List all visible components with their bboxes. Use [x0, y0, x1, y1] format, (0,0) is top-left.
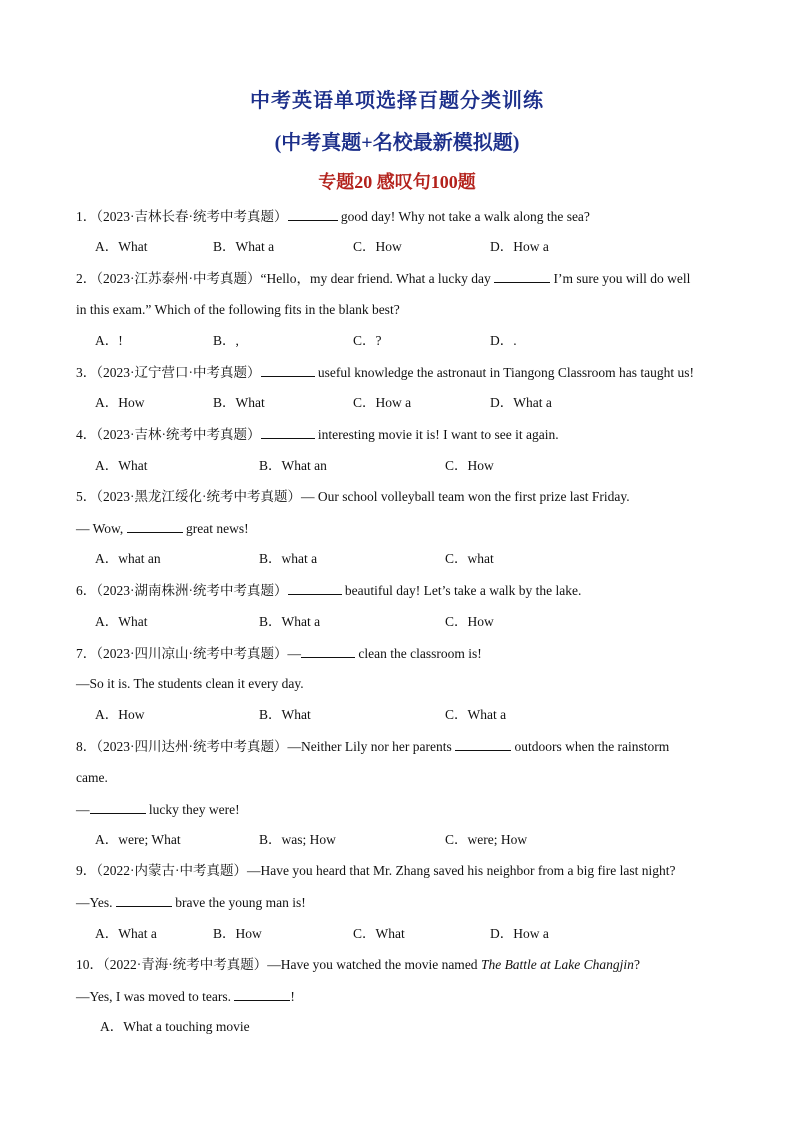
- question-5-stem: 5．（2023·黑龙江绥化·统考中考真题）— Our school volleyball team won the first prize last Friday.: [76, 489, 630, 504]
- question-2-stem: 2．（2023·江苏泰州·中考真题）“Hello，my dear friend. What a lucky day I’m sure you will do well: [76, 271, 691, 286]
- question-2-option-d: D．.: [490, 333, 517, 348]
- doc-title: 中考英语单项选择百题分类训练: [250, 90, 544, 112]
- question-7-option-c: C．What a: [445, 707, 507, 722]
- question-8-stem-cont-2: — lucky they were!: [76, 802, 240, 817]
- question-10-stem-cont: —Yes, I was moved to tears. !: [76, 989, 295, 1004]
- question-9-option-b: B．How: [213, 926, 262, 941]
- answer-blank: [288, 581, 342, 595]
- question-9-option-a: A．What a: [95, 926, 157, 941]
- question-1-option-d: D．How a: [490, 239, 549, 254]
- question-7-option-a: A．How: [95, 707, 145, 722]
- answer-blank: [90, 800, 146, 814]
- question-2-option-a: A．!: [95, 333, 123, 348]
- question-6-stem: 6．（2023·湖南株洲·统考中考真题） beautiful day! Let’s take a walk by the lake.: [76, 583, 582, 598]
- question-4-option-a: A．What: [95, 458, 148, 473]
- question-3-stem: 3．（2023·辽宁营口·中考真题） useful knowledge the astronaut in Tiangong Classroom has taught us!: [76, 365, 694, 380]
- question-8-stem-cont: came.: [76, 770, 108, 785]
- question-4-option-c: C．How: [445, 458, 494, 473]
- question-3-option-a: A．How: [95, 395, 145, 410]
- question-9-option-d: D．How a: [490, 926, 549, 941]
- answer-blank: [261, 363, 315, 377]
- question-3-option-d: D．What a: [490, 395, 552, 410]
- question-1-option-a: A．What: [95, 239, 148, 254]
- doc-subtitle: (中考真题+名校最新模拟题): [274, 132, 520, 154]
- question-2-option-b: B．,: [213, 333, 239, 348]
- question-4-option-b: B．What an: [259, 458, 327, 473]
- question-1-option-b: B．What a: [213, 239, 275, 254]
- answer-blank: [301, 644, 355, 658]
- question-1-option-c: C．How: [353, 239, 402, 254]
- answer-blank: [455, 737, 511, 751]
- question-9-stem-cont: —Yes. brave the young man is!: [76, 895, 306, 910]
- question-10-option-a: A．What a touching movie: [100, 1019, 250, 1034]
- answer-blank: [234, 987, 290, 1001]
- question-5-option-b: B．what a: [259, 551, 318, 566]
- question-3-option-c: C．How a: [353, 395, 412, 410]
- question-5-option-a: A．what an: [95, 551, 161, 566]
- question-10-stem: 10．（2022·青海·统考中考真题）—Have you watched the movie named The Battle at Lake Changjin?: [76, 957, 640, 972]
- question-1-stem: 1．（2023·吉林长春·统考中考真题） good day! Why not take a walk along the sea?: [76, 209, 590, 224]
- question-6-option-c: C．How: [445, 614, 494, 629]
- question-6-option-a: A．What: [95, 614, 148, 629]
- answer-blank: [127, 519, 183, 533]
- question-6-option-b: B．What a: [259, 614, 321, 629]
- question-2-stem-cont: in this exam.” Which of the following fits in the blank best?: [76, 302, 400, 317]
- question-8-stem: 8．（2023·四川达州·统考中考真题）—Neither Lily nor her parents outdoors when the rainstorm: [76, 739, 670, 754]
- question-5-stem-cont: — Wow, great news!: [76, 521, 249, 536]
- question-9-stem: 9．（2022·内蒙古·中考真题）—Have you heard that Mr. Zhang saved his neighbor from a big fire last night?: [76, 863, 676, 878]
- topic-title: 专题20 感叹句100题: [318, 172, 476, 192]
- question-8-option-a: A．were; What: [95, 832, 181, 847]
- question-5-option-c: C．what: [445, 551, 494, 566]
- question-7-stem-cont: —So it is. The students clean it every day.: [76, 676, 304, 691]
- answer-blank: [116, 893, 172, 907]
- question-7-stem: 7．（2023·四川凉山·统考中考真题）— clean the classroom is!: [76, 646, 482, 661]
- question-2-option-c: C．?: [353, 333, 382, 348]
- answer-blank: [288, 207, 338, 221]
- question-4-stem: 4．（2023·吉林·统考中考真题） interesting movie it is! I want to see it again.: [76, 427, 559, 442]
- question-3-option-b: B．What: [213, 395, 265, 410]
- answer-blank: [261, 425, 315, 439]
- question-8-option-b: B．was; How: [259, 832, 336, 847]
- question-7-option-b: B．What: [259, 707, 311, 722]
- answer-blank: [494, 269, 550, 283]
- question-9-option-c: C．What: [353, 926, 405, 941]
- question-8-option-c: C．were; How: [445, 832, 528, 847]
